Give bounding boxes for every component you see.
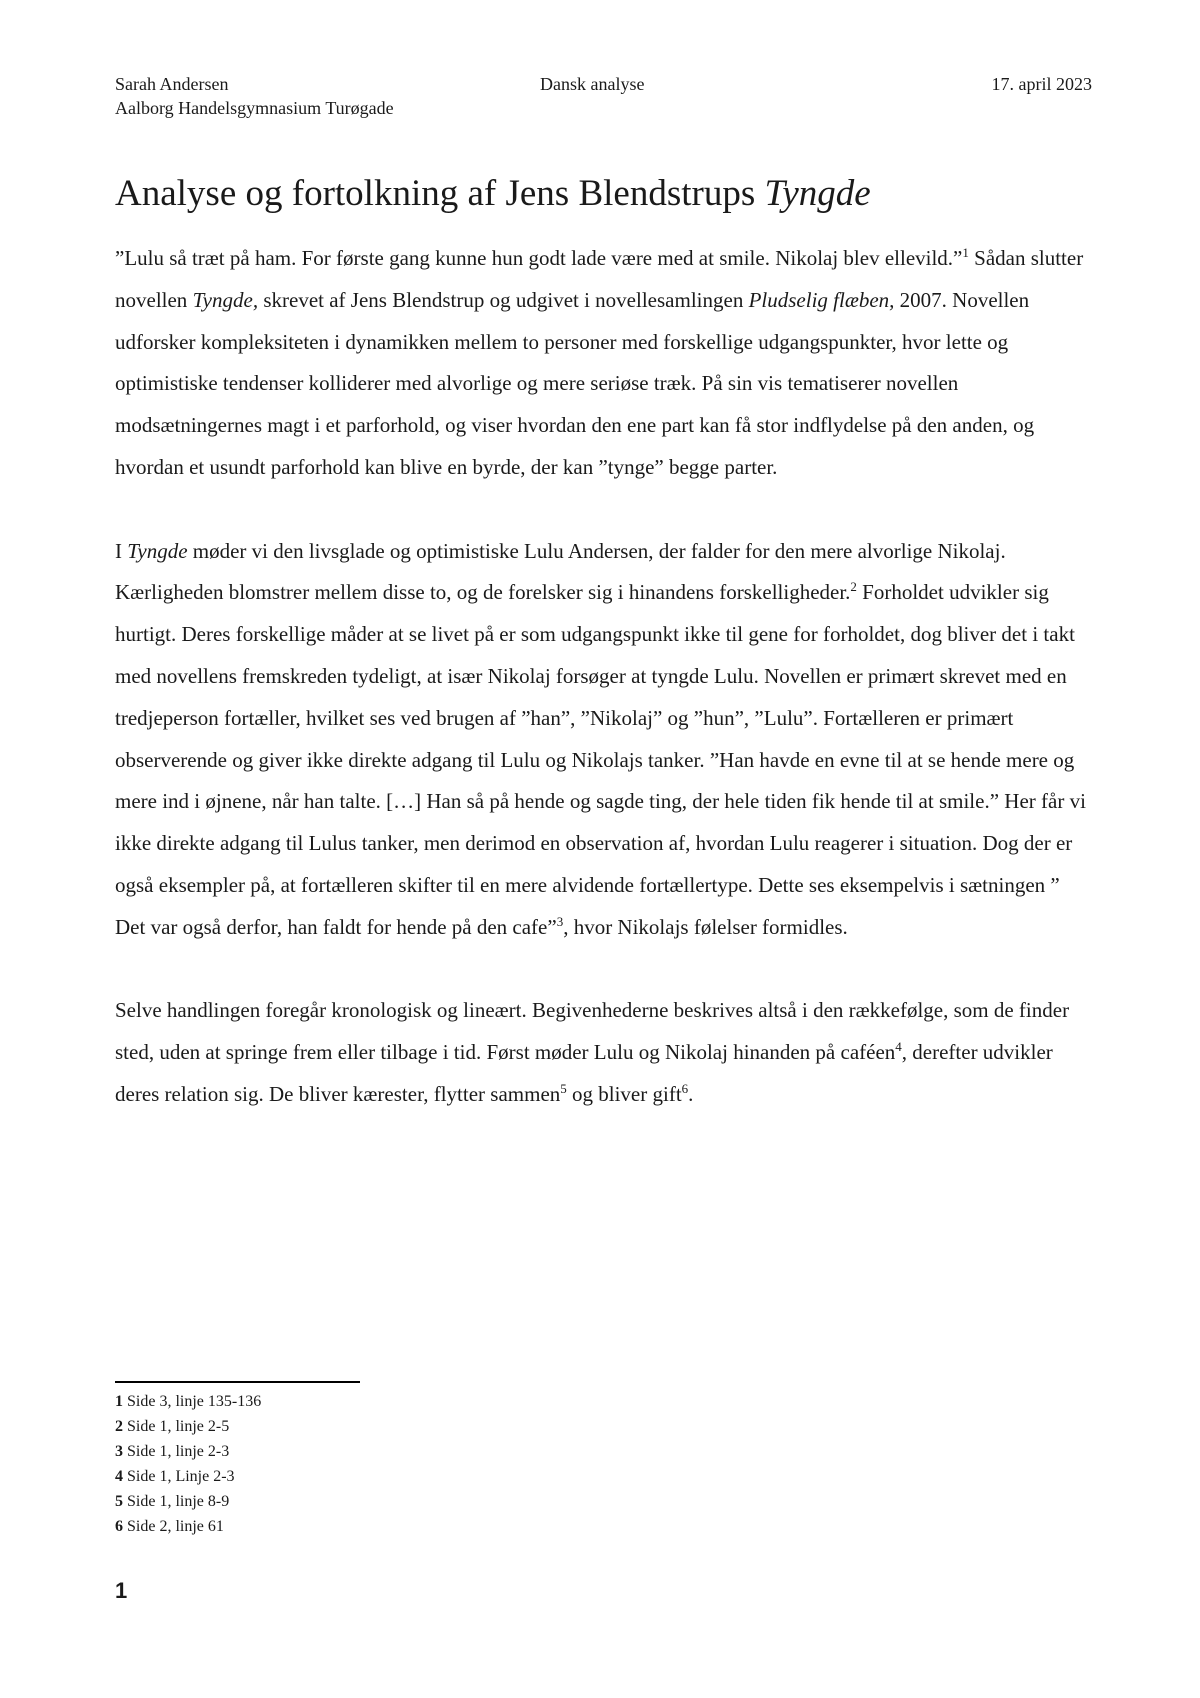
p2-text-1: I [115,538,128,563]
p2-text-3: Forholdet udvikler sig hurtigt. Deres forskellige måder at se livet på er som udgangspunkt ikke til gene for forholdet, dog bliver det i takt med novellens fremskreden tydeligt, at især Nikolaj forsøger at tyngde Lulu. Novellen er primært skrevet med en tredjeperson fortæller, hvilket ses ved brugen af ”han”, ”Nikolaj” og ”hun”, ”Lulu”. Fortælleren er primært observerende og giver ikke direkte adgang til Lulu og Nikolajs tanker. ”Han havde en evne til at se hende mere og mere ind i øjnene, når han talte. […] Han så på hende og sagde ting, der hele tiden fik hende til at smile.” Her får vi ikke direkte adgang til Lulus tanker, men derimod en observation af, hvordan Lulu reagerer i situation. Dog der er også eksempler på, at fortælleren skifter til en mere alvidende fortællertype. Dette ses eksempelvis i sætningen ” Det var også derfor, han faldt for hende på den cafe” [115,580,1086,939]
footnote-ref-4: 4 [895,1039,902,1055]
footnote [115,1514,261,1539]
footnote-ref-5: 5 [560,1081,567,1097]
footnote-number: 3 [115,1443,123,1460]
footnote [115,1464,261,1489]
footnote-text: Side 1, linje 2-3 [123,1443,230,1460]
paragraph-1 [115,238,1095,489]
footnotes [115,1389,261,1539]
document-body [115,238,1095,1158]
p3-text-3: og bliver gift [566,1081,682,1106]
footnote [115,1389,261,1414]
author-name: Sarah Andersen [115,74,229,94]
paragraph-2 [115,531,1095,949]
p1-text-2: Sådan slutter novellen [115,246,1084,312]
school-name: Aalborg Handelsgymnasium Turøgade [115,98,394,118]
p2-italic-1: Tyngde [127,538,188,563]
footnote-ref-1: 1 [962,245,969,261]
footnote-number: 4 [115,1468,123,1485]
p2-text-4: , hvor Nikolajs følelser formidles. [563,914,848,939]
footnote [115,1489,261,1514]
p3-text-2: , derefter udvikler deres relation sig. De bliver kærester, flytter sammen [115,1040,1053,1106]
footnote-separator [115,1381,360,1383]
p3-text-4: . [688,1081,694,1106]
title-italic: Tyngde [764,173,871,214]
footnote-text: Side 2, linje 61 [123,1518,224,1535]
footnote-text: Side 1, linje 2-5 [123,1418,230,1435]
footnote-number: 6 [115,1518,123,1535]
header-subject: Dansk analyse [540,74,645,94]
p1-text-4: 2007. Novellen udforsker kompleksiteten i dynamikken mellem to personer med forskellige udgangspunkter, hvor lette og optimistiske tendenser kolliderer med alvorlige og mere seriøse træk. På sin vis tematiserer novellen modsætningernes magt i et parforhold, og viser hvordan den ene part kan få stor indflydelse på den anden, og hvordan et usundt parforhold kan blive en byrde, der kan ”tynge” begge parter. [115,287,1035,479]
p2-text-2: møder vi den livsglade og optimistiske Lulu Andersen, der falder for den mere alvorlige Nikolaj. Kærligheden blomstrer mellem disse to, og de forelsker sig i hinandens forskelligheder. [115,538,1006,605]
footnote-number: 2 [115,1418,123,1435]
footnote [115,1439,261,1464]
document-title [115,170,871,218]
page-number: 1 [115,1578,128,1603]
footnote-ref-6: 6 [681,1081,689,1097]
p3-text-1: Selve handlingen foregår kronologisk og lineært. Begivenhederne beskrives altså i den rækkefølge, som de finder sted, uden at springe frem eller tilbage i tid. Først møder Lulu og Nikolaj hinanden på caféen [115,998,1070,1065]
p1-text-1: ”Lulu så træt på ham. For første gang kunne hun godt lade være med at smile. Nikolaj blev ellevild.” [115,246,963,270]
p1-text-3: skrevet af Jens Blendstrup og udgivet i novellesamlingen [258,287,749,312]
footnote-text: Side 1, Linje 2-3 [123,1468,235,1485]
header-left [115,72,394,120]
footnote-number: 1 [115,1393,123,1410]
p1-italic-2: Pludselig flæben, [748,287,895,312]
footnote-text: Side 1, linje 8-9 [123,1493,230,1510]
paragraph-3 [115,990,1095,1115]
footnote [115,1414,261,1439]
footnote-text: Side 3, linje 135-136 [123,1393,262,1410]
header-date: 17. april 2023 [991,74,1092,94]
footnote-ref-3: 3 [556,913,564,929]
title-text: Analyse og fortolkning af Jens Blendstrups [115,173,765,214]
p1-italic-1: Tyngde, [192,287,259,312]
footnote-ref-2: 2 [850,579,857,595]
footnote-number: 5 [115,1493,123,1510]
